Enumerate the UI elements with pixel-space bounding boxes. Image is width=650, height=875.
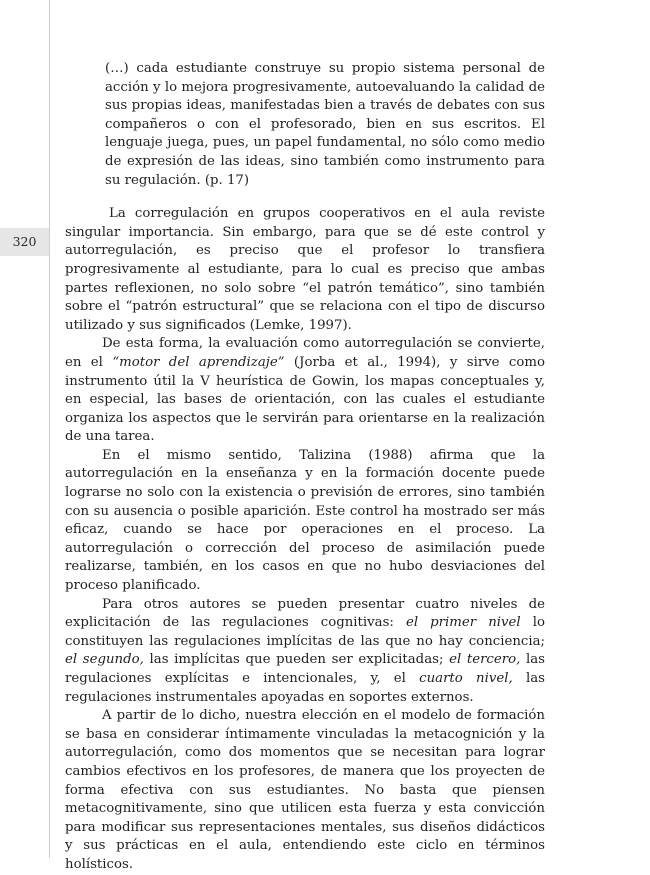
paragraph-evaluacion xyxy=(65,335,545,447)
paragraph-talizina: En el mismo sentido, Talizina (1988) afirma que la autorregulación en la enseñanza y en la formación docente puede lograrse no solo con la existencia o previsión de errores, sino también con su ausencia o posible aparición. Este control ha mostrado ser más eficaz, cuando se hace por operaciones en el proceso. La autorregulación o corrección del proceso de asimilación puede realizarse, también, en los casos en que no hubo desviaciones del proceso planificado. xyxy=(65,447,545,594)
paragraph-text: De esta forma, la evaluación como autorregulación se convierte, en el xyxy=(65,336,545,370)
paragraph-text: las implícitas que pueden ser explicitadas; xyxy=(143,652,450,668)
paragraph-text: Para otros autores se pueden presentar cuatro niveles de explicitación de las regulaciones cognitivas: xyxy=(65,596,545,631)
italic-term: “motor del aprendizaje” xyxy=(112,354,285,370)
paragraph-text: las regulaciones explícitas e intencionales, y, el xyxy=(65,652,545,686)
italic-term: el tercero, xyxy=(449,652,521,668)
paragraph-text: (Jorba et al., 1994), y sirve como instrumento útil la V heurística de Gowin, los mapas conceptuales y, en especial, las bases de orientación, con las cuales el estudiante organiza los aspectos que le servirán para orientarse en la realización de una tarea. xyxy=(65,354,545,445)
paragraph-text: lo constituyen las regulaciones implícitas de las que no hay conciencia; xyxy=(65,615,545,649)
paragraph-corregulacion: La corregulación en grupos cooperativos en el aula reviste singular importancia. Sin embargo, para que se dé este control y autorregulación, es preciso que el profesor lo transfiera progresivamente al estudiante, para lo cual es preciso que ambas partes reflexionen, no solo sobre “el patrón temático”, sino también sobre el “patrón estructural” que se relaciona con el tipo de discurso utilizado y sus significados (Lemke, 1997). xyxy=(65,206,545,333)
italic-term: el segundo, xyxy=(65,652,144,668)
block-quote: (…) cada estudiante construye su propio sistema personal de acción y lo mejora progresivamente, autoevaluando la calidad de sus propias ideas, manifestadas bien a través de debates con sus compañeros o con el profesorado, bien en sus escritos. El lenguaje juega, pues, un papel fundamental, no sólo como medio de expresión de las ideas, sino también como instrumento para su regulación. (p. 17) xyxy=(105,61,545,188)
paragraph-text: las regulaciones instrumentales apoyadas en soportes externos. xyxy=(65,671,545,705)
italic-term: cuarto nivel, xyxy=(419,671,513,686)
page-body xyxy=(65,60,545,875)
italic-term: el primer nivel xyxy=(405,615,521,631)
margin-rule xyxy=(49,0,50,858)
paragraph-niveles xyxy=(65,596,545,708)
paragraph-modelo-formacion: A partir de lo dicho, nuestra elección en el modelo de formación se basa en considerar íntimamente vinculadas la metacognición y la autorregulación, como dos momentos que se necesitan para lograr cambios efectivos en los profesores, de manera que los proyecten de forma efectiva con sus estudiantes. No basta que piensen metacognitivamente, sino que utilicen esta fuerza y esta convicción para modificar sus representaciones mentales, sus diseños didácticos y sus prácticas en el aula, entendiendo este ciclo en términos holísticos. xyxy=(65,708,545,872)
page-number: 320 xyxy=(12,234,37,249)
